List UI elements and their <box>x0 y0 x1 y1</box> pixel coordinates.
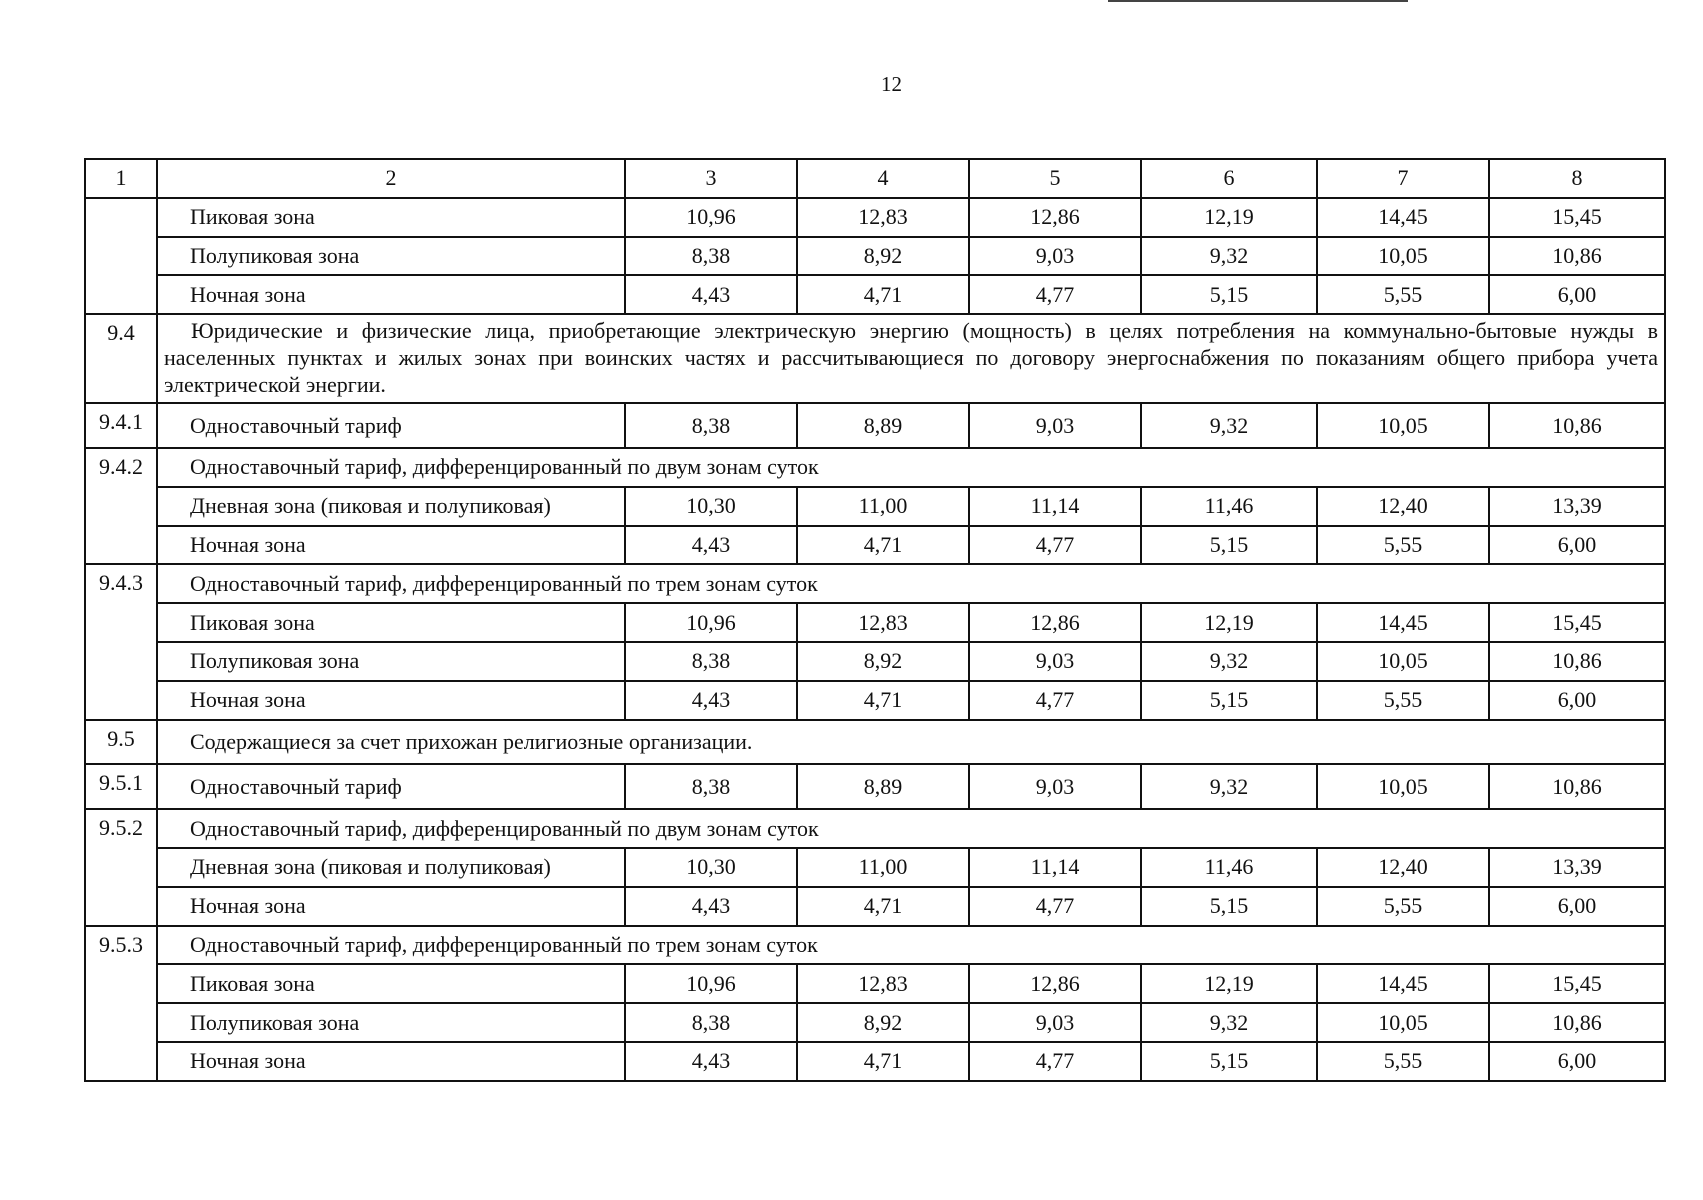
table-row <box>85 809 1665 848</box>
value-cell: 4,43 <box>625 275 797 314</box>
value-cell: 9,32 <box>1141 403 1317 448</box>
value-cell: 12,83 <box>797 198 969 237</box>
table-row <box>85 887 1665 926</box>
header-cell: 4 <box>797 159 969 198</box>
section-description: Юридические и физические лица, приобретающие электрическую энергию (мощность) в целях потребления на коммунально-бытовые нужды в населенных пунктах и жилых зонах при воинских частях и рассчитывающиеся по договору энергоснабжения по показаниям общего прибора учета электрической энергии. <box>157 314 1665 403</box>
value-cell: 9,03 <box>969 403 1141 448</box>
value-cell: 6,00 <box>1489 681 1665 720</box>
value-cell: 12,83 <box>797 603 969 642</box>
value-cell: 11,00 <box>797 487 969 526</box>
table-row <box>85 237 1665 276</box>
value-cell: 10,05 <box>1317 764 1489 809</box>
row-code-cell: 9.4.1 <box>85 403 157 448</box>
value-cell: 6,00 <box>1489 526 1665 565</box>
value-cell: 10,86 <box>1489 237 1665 276</box>
section-row-9-4 <box>85 314 1665 403</box>
value-cell: 9,32 <box>1141 642 1317 681</box>
header-cell: 7 <box>1317 159 1489 198</box>
value-cell: 4,71 <box>797 1042 969 1081</box>
row-code-cell: 9.5 <box>85 720 157 765</box>
table-row <box>85 487 1665 526</box>
row-label: Одноставочный тариф <box>157 403 625 448</box>
value-cell: 4,71 <box>797 526 969 565</box>
value-cell: 10,30 <box>625 487 797 526</box>
value-cell: 4,71 <box>797 681 969 720</box>
row-label: Дневная зона (пиковая и полупиковая) <box>157 487 625 526</box>
value-cell: 4,43 <box>625 1042 797 1081</box>
value-cell: 5,55 <box>1317 275 1489 314</box>
page-number: 12 <box>881 72 902 96</box>
table-row <box>85 275 1665 314</box>
value-cell: 14,45 <box>1317 198 1489 237</box>
value-cell: 9,03 <box>969 642 1141 681</box>
table-row <box>85 764 1665 809</box>
header-cell: 2 <box>157 159 625 198</box>
value-cell: 11,14 <box>969 487 1141 526</box>
value-cell: 4,77 <box>969 1042 1141 1081</box>
table-row <box>85 681 1665 720</box>
header-cell: 5 <box>969 159 1141 198</box>
value-cell: 9,32 <box>1141 1003 1317 1042</box>
value-cell: 9,03 <box>969 764 1141 809</box>
value-cell: 5,55 <box>1317 526 1489 565</box>
table-row <box>85 198 1665 237</box>
row-label: Пиковая зона <box>157 603 625 642</box>
table-row <box>85 642 1665 681</box>
value-cell: 10,05 <box>1317 237 1489 276</box>
value-cell: 12,19 <box>1141 603 1317 642</box>
row-label: Ночная зона <box>157 681 625 720</box>
header-cell: 6 <box>1141 159 1317 198</box>
row-label: Полупиковая зона <box>157 1003 625 1042</box>
value-cell: 11,46 <box>1141 848 1317 887</box>
value-cell: 12,40 <box>1317 487 1489 526</box>
row-code-cell <box>85 198 157 314</box>
value-cell: 4,71 <box>797 275 969 314</box>
header-cell: 1 <box>85 159 157 198</box>
value-cell: 9,32 <box>1141 237 1317 276</box>
value-cell: 4,71 <box>797 887 969 926</box>
value-cell: 5,55 <box>1317 887 1489 926</box>
row-code-cell: 9.4.2 <box>85 448 157 564</box>
value-cell: 13,39 <box>1489 848 1665 887</box>
value-cell: 9,03 <box>969 1003 1141 1042</box>
value-cell: 4,43 <box>625 887 797 926</box>
table-row <box>85 526 1665 565</box>
table-row <box>85 1042 1665 1081</box>
value-cell: 8,38 <box>625 237 797 276</box>
table-row <box>85 964 1665 1003</box>
row-code-cell: 9.5.1 <box>85 764 157 809</box>
value-cell: 10,96 <box>625 964 797 1003</box>
row-code-cell: 9.5.3 <box>85 926 157 1081</box>
value-cell: 15,45 <box>1489 198 1665 237</box>
row-code-cell: 9.5.2 <box>85 809 157 925</box>
table-row <box>85 403 1665 448</box>
row-label: Полупиковая зона <box>157 642 625 681</box>
table-row <box>85 564 1665 603</box>
section-description: Содержащиеся за счет прихожан религиозные организации. <box>157 720 1665 765</box>
value-cell: 10,96 <box>625 198 797 237</box>
value-cell: 8,92 <box>797 642 969 681</box>
value-cell: 12,19 <box>1141 198 1317 237</box>
value-cell: 10,05 <box>1317 403 1489 448</box>
value-cell: 4,43 <box>625 526 797 565</box>
row-label: Полупиковая зона <box>157 237 625 276</box>
value-cell: 6,00 <box>1489 1042 1665 1081</box>
value-cell: 12,86 <box>969 964 1141 1003</box>
value-cell: 8,38 <box>625 1003 797 1042</box>
value-cell: 5,15 <box>1141 681 1317 720</box>
value-cell: 5,15 <box>1141 275 1317 314</box>
row-code-cell: 9.4.3 <box>85 564 157 719</box>
header-cell: 8 <box>1489 159 1665 198</box>
subsection-title: Одноставочный тариф, дифференцированный по трем зонам суток <box>157 564 1665 603</box>
value-cell: 5,55 <box>1317 681 1489 720</box>
value-cell: 11,46 <box>1141 487 1317 526</box>
tariff-table <box>84 158 1666 1082</box>
value-cell: 12,86 <box>969 198 1141 237</box>
value-cell: 8,38 <box>625 403 797 448</box>
header-cell: 3 <box>625 159 797 198</box>
value-cell: 10,86 <box>1489 403 1665 448</box>
value-cell: 13,39 <box>1489 487 1665 526</box>
value-cell: 6,00 <box>1489 275 1665 314</box>
table-header-row <box>85 159 1665 198</box>
value-cell: 11,00 <box>797 848 969 887</box>
value-cell: 14,45 <box>1317 603 1489 642</box>
value-cell: 4,77 <box>969 275 1141 314</box>
table-row <box>85 603 1665 642</box>
value-cell: 8,89 <box>797 764 969 809</box>
value-cell: 14,45 <box>1317 964 1489 1003</box>
value-cell: 4,77 <box>969 681 1141 720</box>
value-cell: 4,43 <box>625 681 797 720</box>
table-row <box>85 848 1665 887</box>
value-cell: 12,40 <box>1317 848 1489 887</box>
value-cell: 5,55 <box>1317 1042 1489 1081</box>
table-row <box>85 926 1665 965</box>
row-label: Ночная зона <box>157 275 625 314</box>
value-cell: 10,86 <box>1489 764 1665 809</box>
value-cell: 5,15 <box>1141 887 1317 926</box>
value-cell: 5,15 <box>1141 526 1317 565</box>
row-label: Ночная зона <box>157 1042 625 1081</box>
row-code-cell: 9.4 <box>85 314 157 403</box>
value-cell: 9,03 <box>969 237 1141 276</box>
value-cell: 10,30 <box>625 848 797 887</box>
subsection-title: Одноставочный тариф, дифференцированный по двум зонам суток <box>157 448 1665 487</box>
table-row <box>85 448 1665 487</box>
value-cell: 15,45 <box>1489 964 1665 1003</box>
value-cell: 4,77 <box>969 526 1141 565</box>
section-row-9-5 <box>85 720 1665 765</box>
subsection-title: Одноставочный тариф, дифференцированный по трем зонам суток <box>157 926 1665 965</box>
row-label: Пиковая зона <box>157 198 625 237</box>
value-cell: 10,05 <box>1317 642 1489 681</box>
value-cell: 8,38 <box>625 642 797 681</box>
value-cell: 8,38 <box>625 764 797 809</box>
row-label: Ночная зона <box>157 887 625 926</box>
value-cell: 12,83 <box>797 964 969 1003</box>
value-cell: 10,86 <box>1489 1003 1665 1042</box>
row-label: Одноставочный тариф <box>157 764 625 809</box>
value-cell: 8,92 <box>797 237 969 276</box>
value-cell: 6,00 <box>1489 887 1665 926</box>
top-scan-rule <box>1108 0 1408 2</box>
row-label: Дневная зона (пиковая и полупиковая) <box>157 848 625 887</box>
value-cell: 12,86 <box>969 603 1141 642</box>
value-cell: 4,77 <box>969 887 1141 926</box>
value-cell: 5,15 <box>1141 1042 1317 1081</box>
value-cell: 8,89 <box>797 403 969 448</box>
value-cell: 11,14 <box>969 848 1141 887</box>
subsection-title: Одноставочный тариф, дифференцированный по двум зонам суток <box>157 809 1665 848</box>
value-cell: 12,19 <box>1141 964 1317 1003</box>
row-label: Ночная зона <box>157 526 625 565</box>
value-cell: 10,96 <box>625 603 797 642</box>
value-cell: 10,86 <box>1489 642 1665 681</box>
value-cell: 8,92 <box>797 1003 969 1042</box>
table-row <box>85 1003 1665 1042</box>
row-label: Пиковая зона <box>157 964 625 1003</box>
value-cell: 15,45 <box>1489 603 1665 642</box>
value-cell: 9,32 <box>1141 764 1317 809</box>
value-cell: 10,05 <box>1317 1003 1489 1042</box>
